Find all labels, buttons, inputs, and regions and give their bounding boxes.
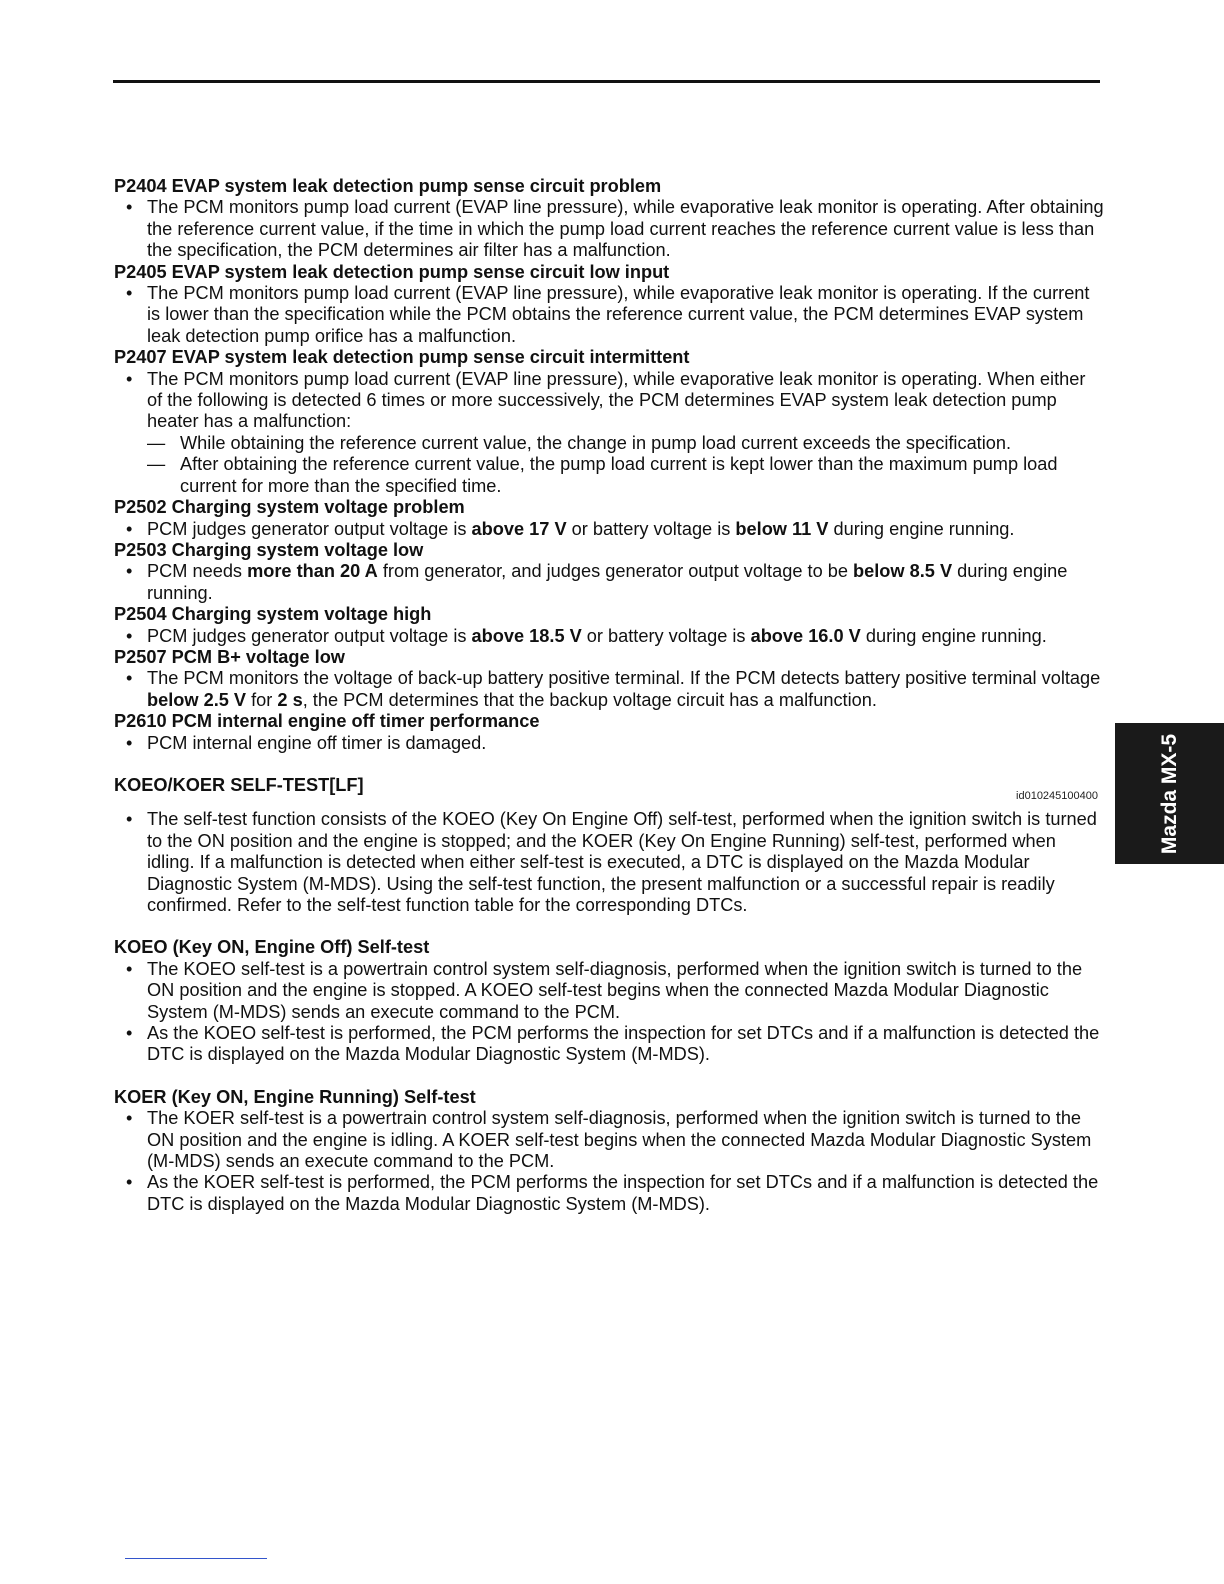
side-tab-label: Mazda MX-5 <box>1157 733 1181 854</box>
text-run: for <box>246 689 278 710</box>
dtc-title: P2610 PCM internal engine off timer performance <box>114 711 540 732</box>
section-paragraph: • The self-test function consists of the KOEO (Key On Engine Off) self-test, performed when the ignition switch is turned to the ON position and the engine is stopped; and the KOER (Key On Engine Running) self-test, performed when idling. If a malfunction is detected when either self-test is executed, a DTC is displayed on the Mazda Modular Diagnostic System (M-MDS). Using the self-test function, the present malfunction or a successful repair is readily confirmed. Refer to the self-test function table for the corresponding DTCs. <box>114 809 1104 916</box>
text-run: PCM judges generator output voltage is <box>147 625 472 646</box>
dtc-description <box>114 369 1104 497</box>
text-run: , the PCM determines that the backup voltage circuit has a malfunction. <box>302 689 877 710</box>
text-run: during engine running. <box>828 518 1015 539</box>
value-emphasis: below 8.5 V <box>853 561 953 582</box>
dtc-title: P2504 Charging system voltage high <box>114 604 432 625</box>
text-run: during engine running. <box>147 561 1068 603</box>
section-bullet: • As the KOEO self-test is performed, the PCM performs the inspection for set DTCs and if a malfunction is detected the DTC is displayed on the Mazda Modular Diagnostic System (M-MDS). <box>114 1023 1104 1066</box>
value-emphasis: above 16.0 V <box>750 625 861 646</box>
chapter-side-tab <box>1115 723 1224 864</box>
dtc-description <box>114 626 1104 647</box>
text-run: The PCM monitors the voltage of back-up battery positive terminal. If the PCM detects battery positive terminal voltage <box>147 668 1101 689</box>
text-run: or battery voltage is <box>581 625 751 646</box>
value-emphasis: below 2.5 V <box>147 689 247 710</box>
text-run: or battery voltage is <box>566 518 736 539</box>
dtc-description <box>114 561 1104 604</box>
text-run: PCM judges generator output voltage is <box>147 518 472 539</box>
dtc-block-p2502 <box>114 497 1104 540</box>
koer-section <box>114 1087 1104 1215</box>
dtc-description <box>114 519 1104 540</box>
self-test-section <box>114 775 1104 916</box>
dtc-block-p2503 <box>114 540 1104 604</box>
dtc-title: P2405 EVAP system leak detection pump sense circuit low input <box>114 261 670 282</box>
text-run: during engine running. <box>860 625 1047 646</box>
footer-link-underline[interactable] <box>125 1558 267 1559</box>
dtc-condition: — While obtaining the reference current value, the change in pump load current exceeds the specification. <box>147 433 1104 454</box>
dtc-block-p2405 <box>114 262 1104 348</box>
dtc-block-p2404 <box>114 176 1104 262</box>
document-body <box>114 176 1104 1215</box>
dtc-description: • The PCM monitors pump load current (EVAP line pressure), while evaporative leak monitor is operating. If the current is lower than the specification while the PCM obtains the reference current value, the PCM determines EVAP system leak detection pump orifice has a malfunction. <box>114 283 1104 347</box>
dtc-condition: — After obtaining the reference current value, the pump load current is kept lower than the maximum pump load current for more than the specified time. <box>147 454 1104 497</box>
section-bullet: • As the KOER self-test is performed, the PCM performs the inspection for set DTCs and if a malfunction is detected the DTC is displayed on the Mazda Modular Diagnostic System (M-MDS). <box>114 1172 1104 1215</box>
value-emphasis: above 18.5 V <box>471 625 582 646</box>
koeo-section <box>114 937 1104 1065</box>
dtc-block-p2610 <box>114 711 1104 754</box>
value-emphasis: more than 20 A <box>247 561 378 582</box>
value-emphasis: above 17 V <box>471 518 567 539</box>
section-heading: KOEO (Key ON, Engine Off) Self-test <box>114 937 430 958</box>
dtc-block-p2504 <box>114 604 1104 647</box>
text-run: from generator, and judges generator output voltage to be <box>377 561 854 582</box>
section-heading: KOER (Key ON, Engine Running) Self-test <box>114 1086 476 1107</box>
dtc-title: P2502 Charging system voltage problem <box>114 497 465 518</box>
dtc-title: P2503 Charging system voltage low <box>114 539 424 560</box>
text-run: PCM needs <box>147 561 248 582</box>
dtc-block-p2507 <box>114 647 1104 711</box>
section-bullet: • The KOER self-test is a powertrain control system self-diagnosis, performed when the ignition switch is turned to the ON position and the engine is idling. A KOER self-test begins when the connected Mazda Modular Diagnostic System (M-MDS) sends an execute command to the PCM. <box>114 1108 1104 1172</box>
value-emphasis: 2 s <box>277 689 303 710</box>
dtc-description-text: The PCM monitors pump load current (EVAP line pressure), while evaporative leak monitor is operating. When either of the following is detected 6 times or more successively, the PCM determines EVAP system leak detection pump heater has a malfunction: <box>147 368 1086 432</box>
value-emphasis: below 11 V <box>735 518 829 539</box>
dtc-description <box>114 668 1104 711</box>
dtc-title: P2507 PCM B+ voltage low <box>114 646 345 667</box>
section-heading: KOEO/KOER SELF-TEST[LF] <box>114 774 364 795</box>
header-rule <box>113 80 1100 83</box>
section-header <box>114 774 1104 802</box>
dtc-block-p2407 <box>114 347 1104 497</box>
dtc-description: • The PCM monitors pump load current (EVAP line pressure), while evaporative leak monitor is operating. After obtaining the reference current value, if the time in which the pump load current reaches the reference current value is less than the specification, the PCM determines air filter has a malfunction. <box>114 197 1104 261</box>
dtc-title: P2404 EVAP system leak detection pump sense circuit problem <box>114 176 662 196</box>
dtc-title: P2407 EVAP system leak detection pump sense circuit intermittent <box>114 347 690 368</box>
document-id: id010245100400 <box>1016 789 1098 802</box>
section-bullet: • The KOEO self-test is a powertrain control system self-diagnosis, performed when the ignition switch is turned to the ON position and the engine is stopped. A KOEO self-test begins when the connected Mazda Modular Diagnostic System (M-MDS) sends an execute command to the PCM. <box>114 959 1104 1023</box>
dtc-description: • PCM internal engine off timer is damaged. <box>114 733 1104 754</box>
